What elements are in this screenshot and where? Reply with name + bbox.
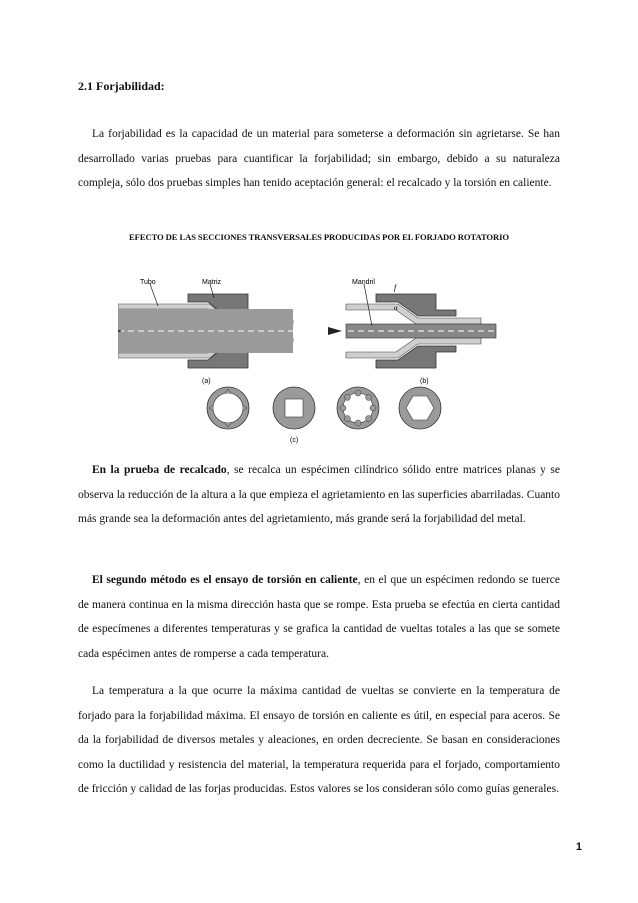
- paragraph-upsetting: [78, 458, 560, 532]
- rotary-swaging-figure: [118, 276, 538, 446]
- cross-sections-c: [207, 387, 441, 444]
- paragraph-temperature: [78, 679, 560, 802]
- paragraph-torsion: [78, 568, 560, 666]
- arrow-b: [328, 327, 342, 335]
- section-square: [273, 387, 315, 429]
- figure-caption: EFECTO DE LAS SECCIONES TRANSVERSALES PRODUCIDAS POR EL FORJADO ROTATORIO: [129, 232, 509, 242]
- section-heading: 2.1 Forjabilidad:: [78, 79, 165, 93]
- label-matriz: Matriz: [202, 279, 222, 286]
- label-b: (b): [420, 378, 429, 385]
- section-hexagon: [399, 387, 441, 429]
- paragraph-intro-text: La forjabilidad es la capacidad de un material para someterse a deformación sin agrietarse. Se han desarrollado varias pruebas para cuantificar la forjabilidad; sin embargo, debido a su naturaleza compleja, sólo dos pruebas simples han tenido aceptación general: el recalcado y la torsión en caliente.: [78, 128, 560, 190]
- leader-tubo: [150, 284, 158, 306]
- label-tubo: Tubo: [140, 279, 156, 286]
- torsion-text: , en el que un espécimen redondo se tuerce de manera continua en la misma dirección hasta que se rompe. Esta prueba se efectúa en cierta cantidad de especímenes a diferentes temperaturas y se grafica la cantidad de vueltas totales a las que se somete cada espécimen antes de romperse a cada temperatura.: [78, 574, 560, 660]
- bore-a: [118, 309, 293, 353]
- section-round-ribbed: [207, 387, 249, 429]
- upsetting-text: , se recalca un espécimen cilíndrico sólido entre matrices planas y se observa la reducción de la altura a la que empieza el agrietamiento en las superficies abarriladas. Cuanto más grande sea la deformación antes del agrietamiento, más grande será la forjabilidad del metal.: [78, 464, 560, 526]
- page-number: 1: [575, 841, 582, 853]
- diagram-a: [118, 279, 298, 385]
- section-splined: [337, 387, 379, 429]
- label-mandril: Mandril: [352, 279, 375, 286]
- label-c: (c): [290, 437, 299, 444]
- paragraph-intro: [78, 122, 560, 196]
- diagram-b: [328, 279, 496, 385]
- label-alpha: α: [394, 304, 398, 312]
- temperature-text: La temperatura a la que ocurre la máxima cantidad de vueltas se convierte en la temperatura de forjado para la forjabilidad máxima. El ensayo de torsión en caliente es útil, en especial para aceros. Se da la forjabilidad de diversos metales y aleaciones, en orden decreciente. Se basan en consideraciones como la ductilidad y resistencia del material, la temperatura requerida para el forjado, comportamiento de fricción y calidad de las forjas producidas. Estos valores se los consideran sólo como guías generales.: [78, 685, 560, 796]
- torsion-lead: El segundo método es el ensayo de torsión en caliente: [92, 574, 358, 586]
- label-f: f: [394, 283, 397, 292]
- upsetting-lead: En la prueba de recalcado: [92, 464, 227, 476]
- label-a: (a): [202, 378, 211, 385]
